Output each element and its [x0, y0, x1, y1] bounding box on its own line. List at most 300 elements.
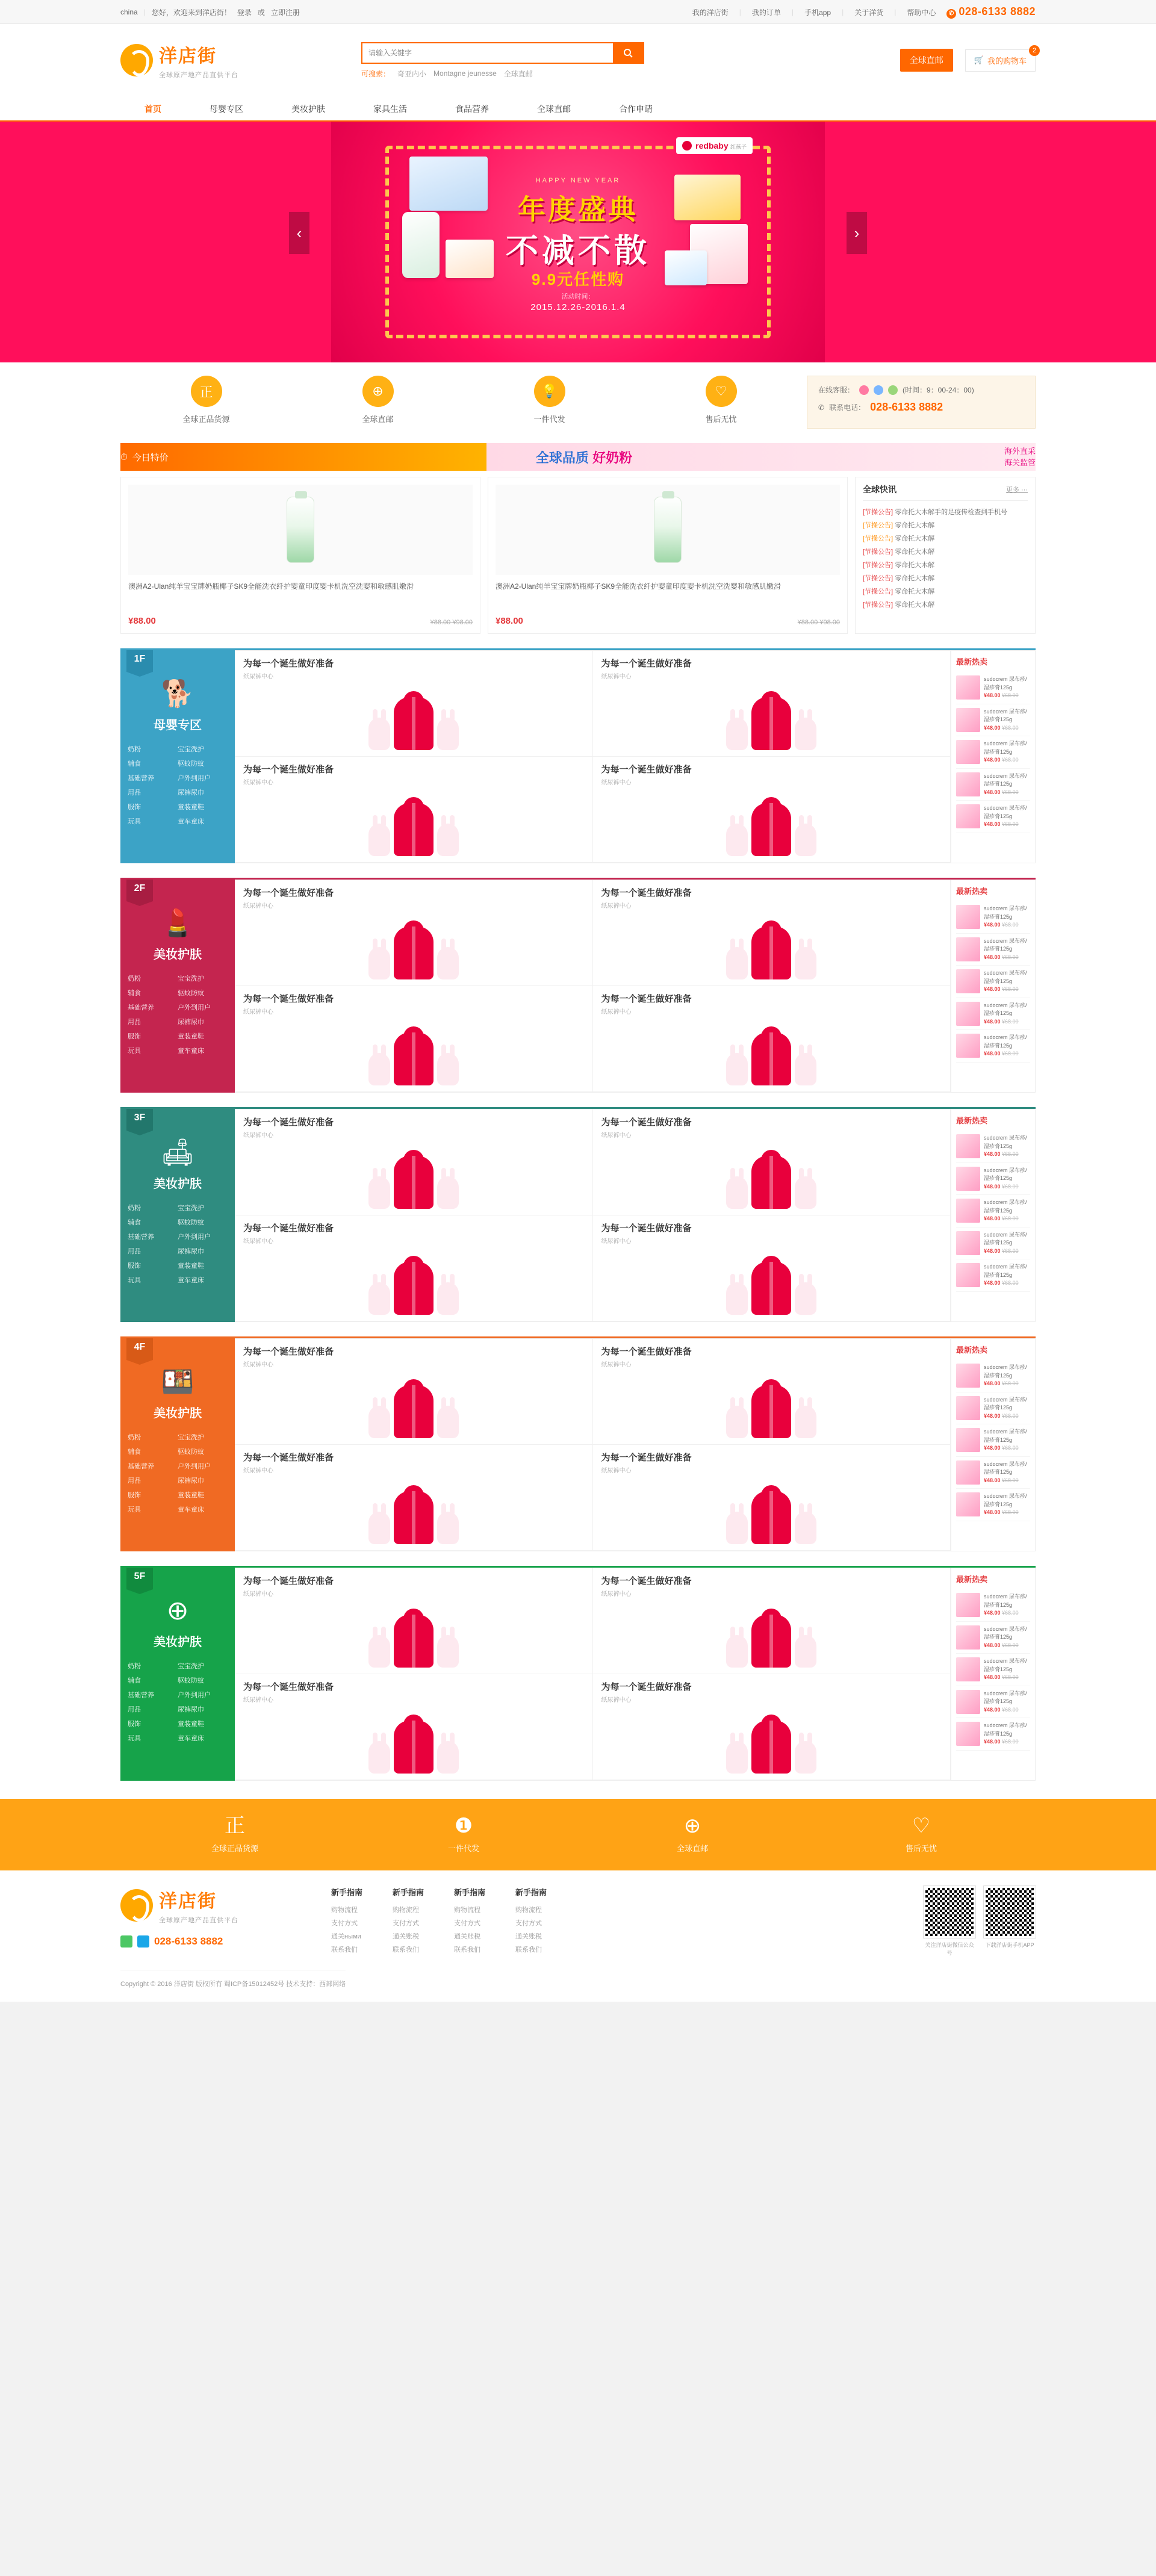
hot-product-thumb	[956, 1167, 980, 1191]
hot-product-item[interactable]	[956, 1195, 1030, 1227]
promo-bar	[120, 443, 1036, 471]
hot-product-price: ¥48.00	[984, 1215, 1001, 1221]
banner-next-button[interactable]: ›	[847, 212, 867, 254]
hot-product-thumb	[956, 1722, 980, 1746]
service-hours: (时间：9：00-24：00)	[903, 386, 974, 394]
floor-promo-cell[interactable]	[593, 1110, 951, 1215]
floor-category[interactable]: 服饰	[128, 1033, 141, 1040]
search-input[interactable]	[362, 43, 613, 63]
floor-category[interactable]: 尿裤尿巾	[178, 1477, 204, 1485]
floor-category[interactable]: 玩具	[128, 818, 141, 825]
hot-product-item[interactable]	[956, 801, 1030, 833]
floor-category[interactable]: 服饰	[128, 1721, 141, 1728]
floor-promo-cell[interactable]	[593, 1568, 951, 1674]
hot-product-item[interactable]	[956, 1392, 1030, 1425]
floor-category[interactable]: 宝宝洗护	[178, 1434, 204, 1441]
service-strip	[0, 362, 1156, 437]
coat-icon	[751, 926, 791, 979]
floor-category[interactable]: 童车童床	[178, 1506, 204, 1513]
nav-food[interactable]: 食品营养	[455, 104, 489, 114]
floor-category[interactable]: 用品	[128, 1248, 141, 1255]
qr-code-caption: 关注洋店街微信公众号	[925, 1942, 974, 1956]
floor-category[interactable]: 尿裤尿巾	[178, 1248, 204, 1255]
bunny-toy-icon	[437, 1053, 459, 1085]
floor-category[interactable]: 基础营养	[128, 775, 154, 782]
coat-icon	[751, 1615, 791, 1668]
floor-promo-cell[interactable]	[235, 757, 593, 863]
banner-brand	[676, 137, 753, 154]
floor-category[interactable]: 宝宝洗护	[178, 1205, 204, 1212]
floor-category[interactable]: 基础营养	[128, 1234, 154, 1241]
hot-product-thumb	[956, 1460, 980, 1485]
mobile-app-link[interactable]: 手机app	[804, 8, 831, 17]
coat-icon	[394, 1721, 434, 1774]
bunny-toy-icon	[795, 1406, 816, 1438]
hot-product-thumb	[956, 905, 980, 929]
floor-category[interactable]: 用品	[128, 1706, 141, 1713]
bunny-toy-icon	[795, 947, 816, 979]
news-text: 零命托大木解	[895, 562, 935, 569]
promo-left-label: 今日特价	[132, 452, 169, 463]
nav-maternal[interactable]: 母婴专区	[210, 104, 243, 114]
floor-icon: ⊕	[166, 1596, 189, 1625]
floor-promo-image	[601, 1371, 942, 1438]
floor-name: 母婴专区	[154, 719, 202, 732]
news-item[interactable]	[863, 545, 1028, 559]
nav-beauty[interactable]: 美妆护肤	[291, 104, 325, 114]
nav-home-living[interactable]: 家具生活	[373, 104, 407, 114]
hot-product-price: ¥48.00	[984, 1280, 1001, 1286]
nav-global-shipping[interactable]: 全球直邮	[537, 104, 571, 114]
footer-link[interactable]: 通关账税	[454, 1933, 481, 1940]
about-link[interactable]: 关于洋货	[854, 8, 884, 17]
hot-product-item[interactable]	[956, 901, 1030, 934]
footer-link[interactable]: 购物流程	[393, 1907, 420, 1914]
banner-subtitle: 不减不散	[506, 233, 650, 269]
floor-section	[120, 648, 1036, 863]
divider: |	[791, 8, 794, 16]
footer-link[interactable]: 购物流程	[331, 1907, 358, 1914]
coat-icon	[394, 1262, 434, 1315]
bottom-service-direct-mail-icon: ⊕	[683, 1814, 701, 1837]
bunny-toy-icon	[368, 947, 390, 979]
footer-link[interactable]: 联系我们	[515, 1946, 542, 1954]
floor-promo-image	[243, 1600, 584, 1668]
floor-promo-cell[interactable]	[235, 1110, 593, 1215]
hot-product-price: ¥48.00	[984, 1739, 1001, 1745]
floor-category[interactable]: 户外到用户	[178, 1234, 211, 1241]
hot-product-item[interactable]	[956, 704, 1030, 737]
service-dropship[interactable]	[464, 376, 635, 424]
floor-promo-cell[interactable]	[235, 651, 593, 757]
floor-category[interactable]: 尿裤尿巾	[178, 1019, 204, 1026]
floor-category[interactable]: 用品	[128, 1019, 141, 1026]
hot-product-old-price: ¥68.00	[1002, 724, 1019, 731]
floor-category[interactable]: 服饰	[128, 804, 141, 811]
weibo-icon[interactable]	[137, 1935, 149, 1948]
floor-category[interactable]: 基础营养	[128, 1692, 154, 1699]
hot-product-name: sudocrem 尿布疹/湿疹膏125g	[984, 1231, 1027, 1246]
floor-promo-subtitle: 纸尿裤中心	[601, 1468, 632, 1474]
banner-stage	[331, 122, 825, 362]
floor-category-list	[120, 1430, 235, 1527]
floor-promo-image	[243, 683, 584, 750]
floor-category[interactable]: 基础营养	[128, 1004, 154, 1011]
hot-product-price: ¥48.00	[984, 954, 1001, 960]
news-item[interactable]	[863, 598, 1028, 612]
bottom-service-direct-mail[interactable]	[578, 1816, 807, 1854]
footer-column	[393, 1886, 424, 1957]
news-item[interactable]	[863, 559, 1028, 572]
footer-link[interactable]: 支付方式	[454, 1920, 481, 1927]
floor-category[interactable]: 辅食	[128, 990, 141, 997]
service-aftersale-label: 售后无忧	[705, 415, 737, 424]
footer-link[interactable]: 通关账税	[393, 1933, 420, 1940]
footer-link[interactable]: 支付方式	[393, 1920, 420, 1927]
coat-icon	[751, 1032, 791, 1085]
news-item[interactable]	[863, 519, 1028, 532]
floor-promo-title: 为每一个诞生做好准备	[243, 765, 334, 775]
floor-category[interactable]: 奶粉	[128, 746, 141, 753]
floor-category[interactable]: 驱蚊防蚊	[178, 1219, 204, 1226]
hot-product-price: ¥48.00	[984, 1509, 1001, 1515]
footer-link[interactable]: 联系我们	[454, 1946, 481, 1954]
bunny-toy-icon	[437, 1741, 459, 1774]
floor-promo-cell[interactable]	[593, 880, 951, 986]
hot-product-item[interactable]	[956, 1654, 1030, 1686]
footer-link[interactable]: 支付方式	[515, 1920, 542, 1927]
banner-prev-button[interactable]: ‹	[289, 212, 309, 254]
qr-code-image	[924, 1886, 975, 1938]
login-link[interactable]: 登录	[237, 8, 252, 17]
floor-promo-cell[interactable]	[593, 1215, 951, 1321]
bottom-service-dropship[interactable]	[349, 1816, 578, 1854]
bunny-toy-icon	[368, 1406, 390, 1438]
floor-category[interactable]: 奶粉	[128, 1434, 141, 1441]
floor-promo-title: 为每一个诞生做好准备	[601, 1576, 692, 1586]
hot-product-item[interactable]	[956, 1718, 1030, 1751]
hot-product-price: ¥48.00	[984, 1445, 1001, 1451]
hot-product-item[interactable]	[956, 966, 1030, 998]
hot-product-item[interactable]	[956, 1686, 1030, 1719]
hot-product-item[interactable]	[956, 736, 1030, 769]
product-image	[128, 485, 473, 575]
hot-product-old-price: ¥68.00	[1002, 922, 1019, 928]
floor-category[interactable]: 用品	[128, 789, 141, 796]
floor-promo-grid	[235, 651, 951, 863]
floor-category[interactable]: 宝宝洗护	[178, 975, 204, 982]
floor-category-list	[120, 742, 235, 839]
news-item[interactable]	[863, 532, 1028, 545]
floor-category[interactable]: 童装童鞋	[178, 1492, 204, 1499]
topbar-phone: ✆ 028-6133 8882	[946, 5, 1036, 19]
floor-category[interactable]: 童车童床	[178, 1735, 204, 1742]
floor-sidebar	[120, 1338, 235, 1551]
product-image	[496, 485, 840, 575]
hot-product-price: ¥48.00	[984, 757, 1001, 763]
hot-product-thumb	[956, 1396, 980, 1420]
floor-category[interactable]: 童车童床	[178, 1047, 204, 1055]
floor-category[interactable]: 童装童鞋	[178, 1721, 204, 1728]
floor-category[interactable]: 奶粉	[128, 1663, 141, 1670]
floor-promo-title: 为每一个诞生做好准备	[601, 1223, 692, 1234]
floor-category[interactable]: 童装童鞋	[178, 1033, 204, 1040]
floor-promo-cell[interactable]	[593, 1674, 951, 1780]
qq-icon[interactable]	[859, 385, 869, 395]
news-header	[863, 483, 1028, 501]
service-direct-mail[interactable]	[292, 376, 464, 424]
news-item[interactable]	[863, 572, 1028, 585]
service-authentic[interactable]	[120, 376, 292, 424]
floor-category[interactable]: 童车童床	[178, 818, 204, 825]
product-title: 澳洲A2-Ulan纯羊宝宝牌奶瓶椰子SK9全能洗衣纤护婴童印度婴卡机洗空洗婴和敏感肌嫩滑	[496, 582, 782, 591]
news-card	[855, 477, 1036, 634]
coat-icon	[751, 1262, 791, 1315]
floor-category[interactable]: 基础营养	[128, 1463, 154, 1470]
hot-keyword[interactable]: 奇亚内小	[397, 69, 427, 78]
floor-category[interactable]: 户外到用户	[178, 775, 211, 782]
hot-product-item[interactable]	[956, 998, 1030, 1031]
floor-category[interactable]: 驱蚊防蚊	[178, 1448, 204, 1456]
floor-promo-cell[interactable]	[235, 1568, 593, 1674]
floor-promo-image	[243, 1706, 584, 1774]
bunny-toy-icon	[368, 1635, 390, 1668]
floor-category[interactable]: 尿裤尿巾	[178, 789, 204, 796]
help-center-link[interactable]: 帮助中心	[907, 8, 936, 17]
floor-category[interactable]: 驱蚊防蚊	[178, 1677, 204, 1684]
hot-product-name: sudocrem 尿布疹/湿疹膏125g	[984, 708, 1027, 722]
footer-link[interactable]: 购物流程	[454, 1907, 481, 1914]
online-service-row	[818, 385, 1024, 395]
floor-promo-cell[interactable]	[235, 1445, 593, 1551]
qq-icon[interactable]	[874, 385, 883, 395]
floor-category[interactable]: 辅食	[128, 1448, 141, 1456]
bunny-toy-icon	[368, 718, 390, 750]
hot-product-item[interactable]	[956, 1489, 1030, 1521]
news-item[interactable]	[863, 585, 1028, 598]
hot-product-item[interactable]	[956, 672, 1030, 704]
floor-category[interactable]: 用品	[128, 1477, 141, 1485]
product-card[interactable]	[488, 477, 848, 634]
floor-promo-cell[interactable]	[593, 757, 951, 863]
bunny-toy-icon	[795, 718, 816, 750]
news-title: 全球快讯	[863, 485, 897, 494]
bottom-service-authentic[interactable]	[120, 1816, 349, 1854]
top-bar-right	[692, 5, 1036, 19]
floor-sidebar	[120, 1109, 235, 1322]
floor-promo-cell[interactable]	[235, 880, 593, 986]
hot-product-old-price: ¥68.00	[1002, 1380, 1019, 1386]
floor-hot-list	[951, 1339, 1035, 1551]
news-text: 零命托大木解	[895, 535, 935, 542]
hot-product-price: ¥48.00	[984, 1706, 1001, 1713]
floor-promo-image	[601, 1018, 942, 1085]
bottom-service-direct-mail-label: 全球直邮	[676, 1844, 708, 1853]
floor-section	[120, 878, 1036, 1093]
nav-cooperation[interactable]: 合作申请	[619, 104, 653, 114]
bottom-service-strip	[0, 1799, 1156, 1870]
coat-icon	[394, 1385, 434, 1438]
floor-promo-image	[243, 1018, 584, 1085]
news-item[interactable]	[863, 506, 1028, 519]
floor-category[interactable]: 玩具	[128, 1506, 141, 1513]
bottom-service-aftersale[interactable]	[807, 1816, 1036, 1854]
floor-hot-list	[951, 1110, 1035, 1321]
floor-category[interactable]: 驱蚊防蚊	[178, 990, 204, 997]
news-tag: [节操公告]	[863, 562, 893, 569]
bunny-toy-icon	[726, 1741, 748, 1774]
news-tag: [节操公告]	[863, 522, 893, 529]
floor-promo-subtitle: 纸尿裤中心	[243, 1132, 273, 1139]
hero-banner	[0, 122, 1156, 362]
news-more-link[interactable]: 更多 ···	[1005, 486, 1028, 494]
hot-product-item[interactable]	[956, 1227, 1030, 1260]
bunny-toy-icon	[726, 824, 748, 856]
floor-promo-cell[interactable]	[235, 1674, 593, 1780]
footer-link[interactable]: 支付方式	[331, 1920, 358, 1927]
floor-category[interactable]: 奶粉	[128, 1205, 141, 1212]
hot-product-thumb	[956, 1034, 980, 1058]
floor-category[interactable]: 童装童鞋	[178, 1262, 204, 1270]
bunny-toy-icon	[795, 1635, 816, 1668]
hot-product-name: sudocrem 尿布疹/湿疹膏125g	[984, 1429, 1027, 1443]
clock-icon: ⏱	[120, 452, 128, 462]
floor-category[interactable]: 童装童鞋	[178, 804, 204, 811]
floor-promo-cell[interactable]	[235, 1339, 593, 1445]
hot-keyword[interactable]: 全球直邮	[503, 69, 533, 78]
banner-date: 2015.12.26-2016.1.4	[530, 302, 626, 312]
hot-product-item[interactable]	[956, 1163, 1030, 1196]
qr-code	[984, 1886, 1036, 1957]
hot-product-item[interactable]	[956, 1622, 1030, 1654]
floor-category[interactable]: 宝宝洗护	[178, 1663, 204, 1670]
phone-row	[818, 401, 1024, 414]
hot-product-name: sudocrem 尿布疹/湿疹膏125g	[984, 1135, 1027, 1149]
floor-category[interactable]: 辅食	[128, 1219, 141, 1226]
floor-promo-cell[interactable]	[593, 986, 951, 1092]
floor-promo-subtitle: 纸尿裤中心	[601, 903, 632, 910]
floor-category[interactable]: 户外到用户	[178, 1692, 211, 1699]
my-store-link[interactable]: 我的洋店街	[692, 8, 729, 17]
footer-link[interactable]: 联系我们	[393, 1946, 420, 1954]
site-logo[interactable]	[120, 41, 319, 79]
hot-product-item[interactable]	[956, 1457, 1030, 1489]
hot-keyword[interactable]: Montagne jeunesse	[434, 69, 497, 78]
hot-product-old-price: ¥68.00	[1002, 1477, 1019, 1483]
hot-product-item[interactable]	[956, 1030, 1030, 1063]
floor-promo-subtitle: 纸尿裤中心	[243, 1009, 273, 1016]
nav-home[interactable]: 首页	[144, 104, 161, 114]
floor-category[interactable]: 服饰	[128, 1262, 141, 1270]
coat-icon	[751, 1385, 791, 1438]
floor-badge: 1F	[126, 650, 153, 672]
divider: |	[842, 8, 844, 16]
hot-product-old-price: ¥68.00	[1002, 1051, 1019, 1057]
region-china[interactable]: china	[120, 8, 138, 16]
main-nav	[0, 96, 1156, 122]
hot-product-item[interactable]	[956, 1131, 1030, 1163]
news-tag: [节操公告]	[863, 575, 893, 582]
contact-card	[807, 376, 1036, 429]
floor-category[interactable]: 童车童床	[178, 1277, 204, 1284]
bunny-toy-icon	[437, 1406, 459, 1438]
coat-icon	[394, 1156, 434, 1209]
bunny-toy-icon	[726, 1406, 748, 1438]
divider: |	[143, 8, 146, 16]
floor-icon: 💄	[161, 908, 194, 938]
floor-category[interactable]: 玩具	[128, 1047, 141, 1055]
floor-category[interactable]: 辅食	[128, 760, 141, 768]
hot-product-item[interactable]	[956, 934, 1030, 966]
floor-promo-title: 为每一个诞生做好准备	[601, 1347, 692, 1357]
footer-link[interactable]: 购物流程	[515, 1907, 542, 1914]
hot-product-thumb	[956, 1428, 980, 1452]
qq-icon[interactable]	[888, 385, 898, 395]
hot-product-thumb	[956, 675, 980, 700]
floor-category[interactable]: 驱蚊防蚊	[178, 760, 204, 768]
floor-promo-cell[interactable]	[235, 986, 593, 1092]
footer-link[interactable]: 联系我们	[331, 1946, 358, 1954]
hot-product-old-price: ¥68.00	[1002, 1183, 1019, 1190]
floor-category[interactable]: 户外到用户	[178, 1004, 211, 1011]
service-authentic-icon: 正	[191, 376, 222, 407]
floor-category[interactable]: 户外到用户	[178, 1463, 211, 1470]
floor-category[interactable]: 奶粉	[128, 975, 141, 982]
floor-promo-image	[243, 912, 584, 979]
coat-icon	[394, 1615, 434, 1668]
floor-category[interactable]: 服饰	[128, 1492, 141, 1499]
floor-promo-image	[243, 1141, 584, 1209]
floor-category[interactable]: 宝宝洗护	[178, 746, 204, 753]
hot-product-item[interactable]	[956, 769, 1030, 801]
hot-product-item[interactable]	[956, 1589, 1030, 1622]
hot-product-item[interactable]	[956, 1360, 1030, 1392]
floor-category[interactable]: 玩具	[128, 1735, 141, 1742]
hot-product-thumb	[956, 1364, 980, 1388]
brand-subtitle: 红孩子	[730, 144, 747, 150]
search-button[interactable]	[613, 43, 643, 63]
floor-promo-cell[interactable]	[593, 1445, 951, 1551]
cart-label: 我的购物车	[987, 56, 1027, 66]
floor-promo-cell[interactable]	[593, 1339, 951, 1445]
floor-promo-cell[interactable]	[235, 1215, 593, 1321]
floor-promo-title: 为每一个诞生做好准备	[243, 888, 334, 898]
service-aftersale[interactable]	[635, 376, 807, 424]
floor-promo-cell[interactable]	[593, 651, 951, 757]
my-orders-link[interactable]: 我的订单	[751, 8, 781, 17]
hot-product-item[interactable]	[956, 1259, 1030, 1292]
hot-product-old-price: ¥68.00	[1002, 789, 1019, 795]
cart-button[interactable]	[965, 46, 1037, 72]
hot-product-old-price: ¥68.00	[1002, 1445, 1019, 1451]
floor-promo-subtitle: 纸尿裤中心	[601, 1009, 632, 1016]
coat-icon	[751, 1491, 791, 1544]
footer-link[interactable]: 通关账税	[515, 1933, 542, 1940]
register-link[interactable]: 立即注册	[270, 8, 300, 17]
floor-category[interactable]: 玩具	[128, 1277, 141, 1284]
floor-name: 美妆护肤	[154, 948, 202, 961]
divider: |	[894, 8, 897, 16]
floor-category[interactable]: 辅食	[128, 1677, 141, 1684]
hot-product-item[interactable]	[956, 1424, 1030, 1457]
wechat-icon[interactable]	[120, 1935, 132, 1948]
footer-link[interactable]: 通关ными	[331, 1933, 361, 1940]
floor-category[interactable]: 尿裤尿巾	[178, 1706, 204, 1713]
hot-product-name: sudocrem 尿布疹/湿疹膏125g	[984, 970, 1027, 984]
product-card[interactable]	[120, 477, 480, 634]
global-shipping-button[interactable]: 全球直邮	[900, 49, 953, 72]
floor-hot-list	[951, 1568, 1035, 1780]
